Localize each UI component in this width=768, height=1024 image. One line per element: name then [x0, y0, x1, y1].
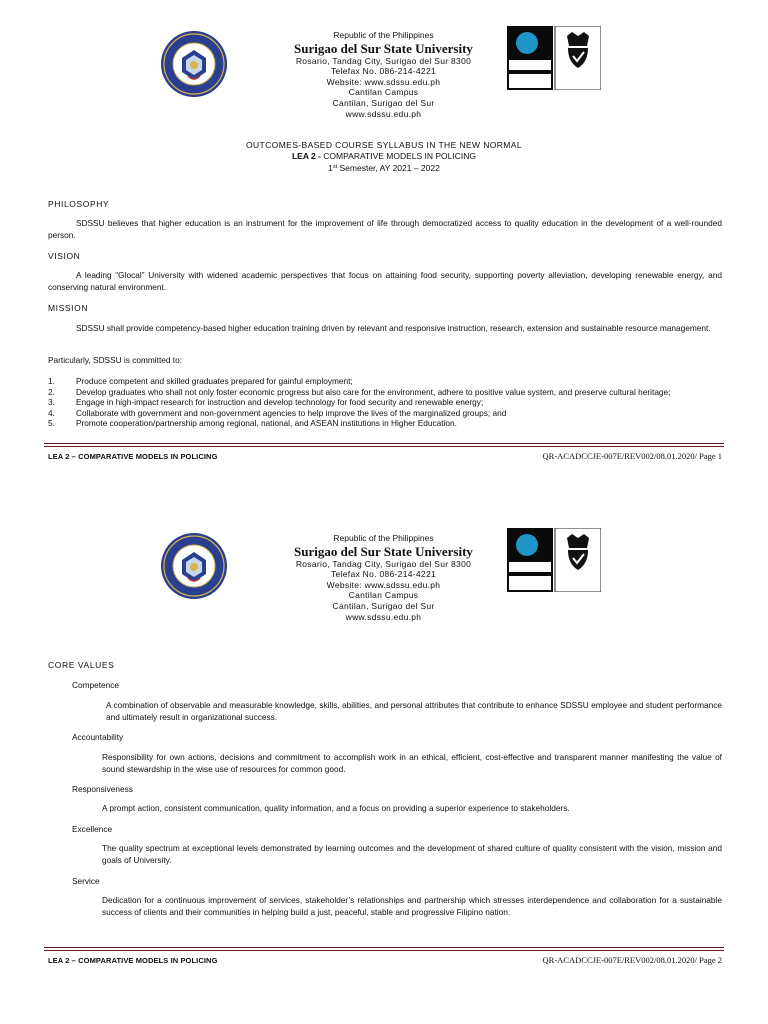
core-value-text: Dedication for a continuous improvement of services, stakeholder’s relationships and partnership which stresses interdependence and collaboration for a sustainable success of clients and their communities in helping build a just, peaceful, stable and progressive Filipino nation. [102, 895, 722, 917]
university-seal-icon [160, 30, 228, 98]
campus-address: Cantilan, Surigao del Sur [332, 97, 435, 108]
list-item: 1. Produce competent and skilled graduates prepared for gainful employment; [48, 376, 353, 386]
telefax: Telefax No. 086-214-4221 [330, 66, 437, 77]
campus-website: www.sdssu.edu.ph [345, 611, 422, 622]
footer-rule-thin [44, 950, 724, 951]
university-address: Rosario, Tandag City, Surigao del Sur 8300 [295, 558, 472, 569]
republic-line: Republic of the Philippines [333, 533, 434, 543]
philosophy-text: SDSSU believes that higher education is an instrument for the improvement of life through democratized access to quality education in the development of a well-rounded person. [48, 218, 722, 240]
footer-page-ref: QR-ACADCCJE-007E/REV002/08.01.2020/ Page 1 [542, 451, 722, 461]
core-value-text: The quality spectrum at exceptional levels demonstrated by learning outcomes and the development of shared culture of quality consistent with the vision, mission and goals of University. [102, 843, 722, 865]
campus-address: Cantilan, Surigao del Sur [332, 600, 435, 611]
footer-rule [44, 443, 724, 444]
document-page-2 [0, 500, 768, 1024]
document-page-1 [0, 0, 768, 500]
core-value-text: Responsibility for own actions, decisions and commitment to accomplish work in an ethical, efficient, cost-effective and transparent manner manifesting the value of sound stewardship in the wise use of resources for common good. [102, 752, 722, 774]
core-value-name: Excellence [72, 824, 113, 834]
university-address: Rosario, Tandag City, Surigao del Sur 8300 [295, 55, 472, 66]
semester-line: 1st Semester, AY 2021 – 2022 [328, 163, 440, 173]
campus-website: www.sdssu.edu.ph [345, 108, 422, 119]
telefax: Telefax No. 086-214-4221 [330, 569, 437, 580]
mission-text: SDSSU shall provide competency-based higher education training driven by relevant and responsive instruction, research, extension and sustainable resource management. [76, 323, 711, 333]
letterhead [230, 533, 537, 622]
course-code: LEA 2 - [291, 151, 324, 161]
core-value-text: A prompt action, consistent communication, quality information, and a focus on providing a superior experience to stakeholders. [102, 803, 570, 813]
website: Website: www.sdssu.edu.ph [326, 76, 441, 87]
list-item: 4. Collaborate with government and non-government agencies to help improve the lives of the marginalized groups; and [48, 407, 507, 418]
university-name: Surigao del Sur State University [294, 40, 473, 56]
footer-page-ref: QR-ACADCCJE-007E/REV002/08.01.2020/ Page 2 [542, 955, 722, 965]
university-name: Surigao del Sur State University [294, 543, 473, 559]
course-name: COMPARATIVE MODELS IN POLICING [323, 151, 477, 161]
core-value-name: Competence [72, 680, 120, 690]
list-item: 3. Engage in high-impact research for instruction and develop technology for food security and renewable energy; [48, 397, 484, 408]
mission-heading: MISSION [48, 303, 89, 313]
republic-line: Republic of the Philippines [333, 30, 434, 40]
core-value-name: Responsiveness [72, 784, 133, 794]
campus-name: Cantilan Campus [348, 87, 419, 98]
core-value-text: A combination of observable and measurable knowledge, skills, abilities, and personal attributes that contribute to enhance SDSSU employee and student performance and ultimately result in organizational success. [106, 700, 722, 722]
list-item: 5. Promote cooperation/partnership among regional, national, and ASEAN institutions in Higher Education. [48, 418, 457, 429]
core-value-name: Accountability [72, 732, 124, 742]
syllabus-title [0, 140, 768, 174]
letterhead [230, 30, 537, 119]
footer-rule [44, 947, 724, 948]
syllabus-heading: OUTCOMES-BASED COURSE SYLLABUS IN THE NEW NORMAL [246, 140, 522, 150]
footer-rule-thin [44, 446, 724, 447]
vision-text: A leading “Glocal” University with widened academic perspectives that focus on attaining food security, supporting poverty alleviation, developing renewable energy, and conserving natural environment. [48, 270, 722, 292]
campus-name: Cantilan Campus [348, 590, 419, 601]
mission-list [48, 376, 722, 429]
list-item: 2. Develop graduates who shall not only foster economic progress but also care for the environment, adhere to positive value system, and preserve cultural heritage; [48, 386, 671, 397]
footer-course: LEA 2 – COMPARATIVE MODELS IN POLICING [48, 452, 218, 461]
website: Website: www.sdssu.edu.ph [326, 579, 441, 590]
vision-heading: VISION [48, 251, 81, 261]
footer-course: LEA 2 – COMPARATIVE MODELS IN POLICING [48, 956, 218, 965]
course-title [0, 151, 768, 162]
philosophy-heading: PHILOSOPHY [48, 199, 110, 209]
mission-committed: Particularly, SDSSU is committed to: [48, 355, 183, 365]
university-seal-icon [160, 532, 228, 600]
core-value-name: Service [72, 876, 100, 886]
core-values-heading: CORE VALUES [48, 660, 115, 670]
